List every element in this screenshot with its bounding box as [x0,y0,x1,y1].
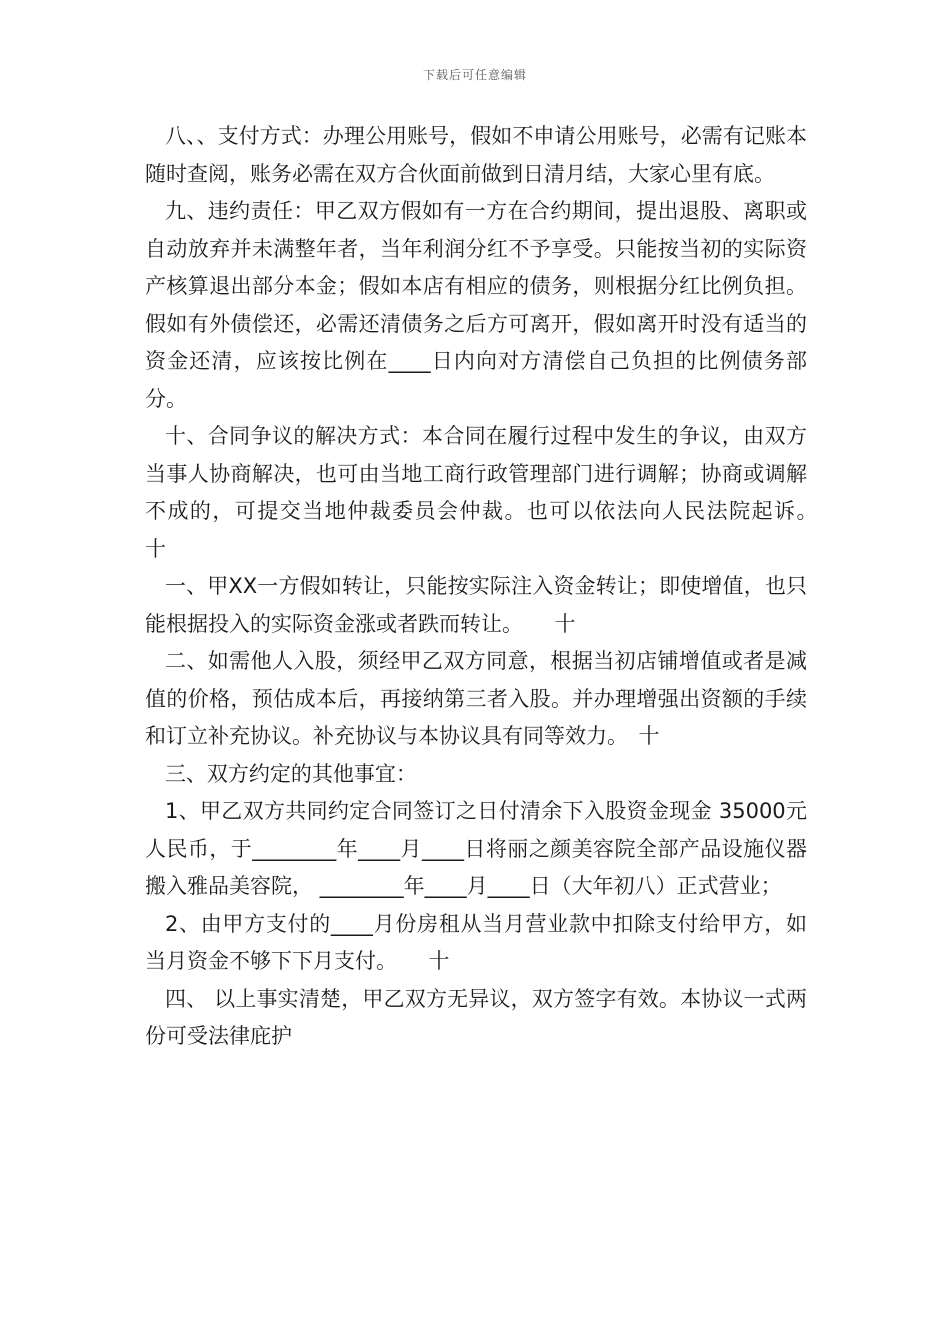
paragraph-new-shareholder: 二、如需他人入股，须经甲乙双方同意，根据当初店铺增值或者是减值的价格，预估成本后，再接纳第三者入股。并办理增强出资额的手续和订立补充协议。补充协议与本协议具有同等效力。 十 [145,649,807,748]
paragraph-breach-liability: 九、违约责任：甲乙双方假如有一方在合约期间，提出退股、离职或自动放弃并未满整年者，当年利润分红不予享受。只能按当初的实际资产核算退出部分本金；假如本店有相应的债务，则根据分红比例负担。假如有外债偿还，必需还清债务之后方可离开，假如离开时没有适当的资金还清，应该按比例在____日内向对方清偿自己负担的比例债务部分。 [145,199,807,411]
paragraph-final-clause: 四、 以上事实清楚，甲乙双方无异议，双方签字有效。本协议一式两份可受法律庇护 [145,986,807,1048]
page-header: 下载后可任意编辑 [422,68,527,82]
paragraph-transfer: 一、甲XX一方假如转让，只能按实际注入资金转让；即使增值，也只能根据投入的实际资金涨或者跌而转让。 十 [145,574,807,636]
paragraph-other-matters: 三、双方约定的其他事宜： [164,761,417,786]
paragraph-item-2: 2、由甲方支付的____月份房租从当月营业款中扣除支付给甲方，如当月资金不够下下月支付。 十 [145,911,807,973]
document-body [145,118,849,1056]
paragraph-payment-method: 八、、支付方式：办理公用账号，假如不申请公用账号，必需有记账本随时查阅，账务必需在双方合伙面前做到日清月结，大家心里有底。 [145,124,807,186]
paragraph-item-1: 1、甲乙双方共同约定合同签订之日付清余下入股资金现金 35000元人民币，于________年____月____日将丽之颜美容院全部产品设施仪器搬入雅品美容院， ________年____月____日（大年初八）正式营业； [145,799,807,898]
paragraph-dispute-resolution: 十、合同争议的解决方式：本合同在履行过程中发生的争议，由双方当事人协商解决，也可由当地工商行政管理部门进行调解；协商或调解不成的，可提交当地仲裁委员会仲裁。也可以依法向人民法院起诉。 十 [145,424,849,561]
